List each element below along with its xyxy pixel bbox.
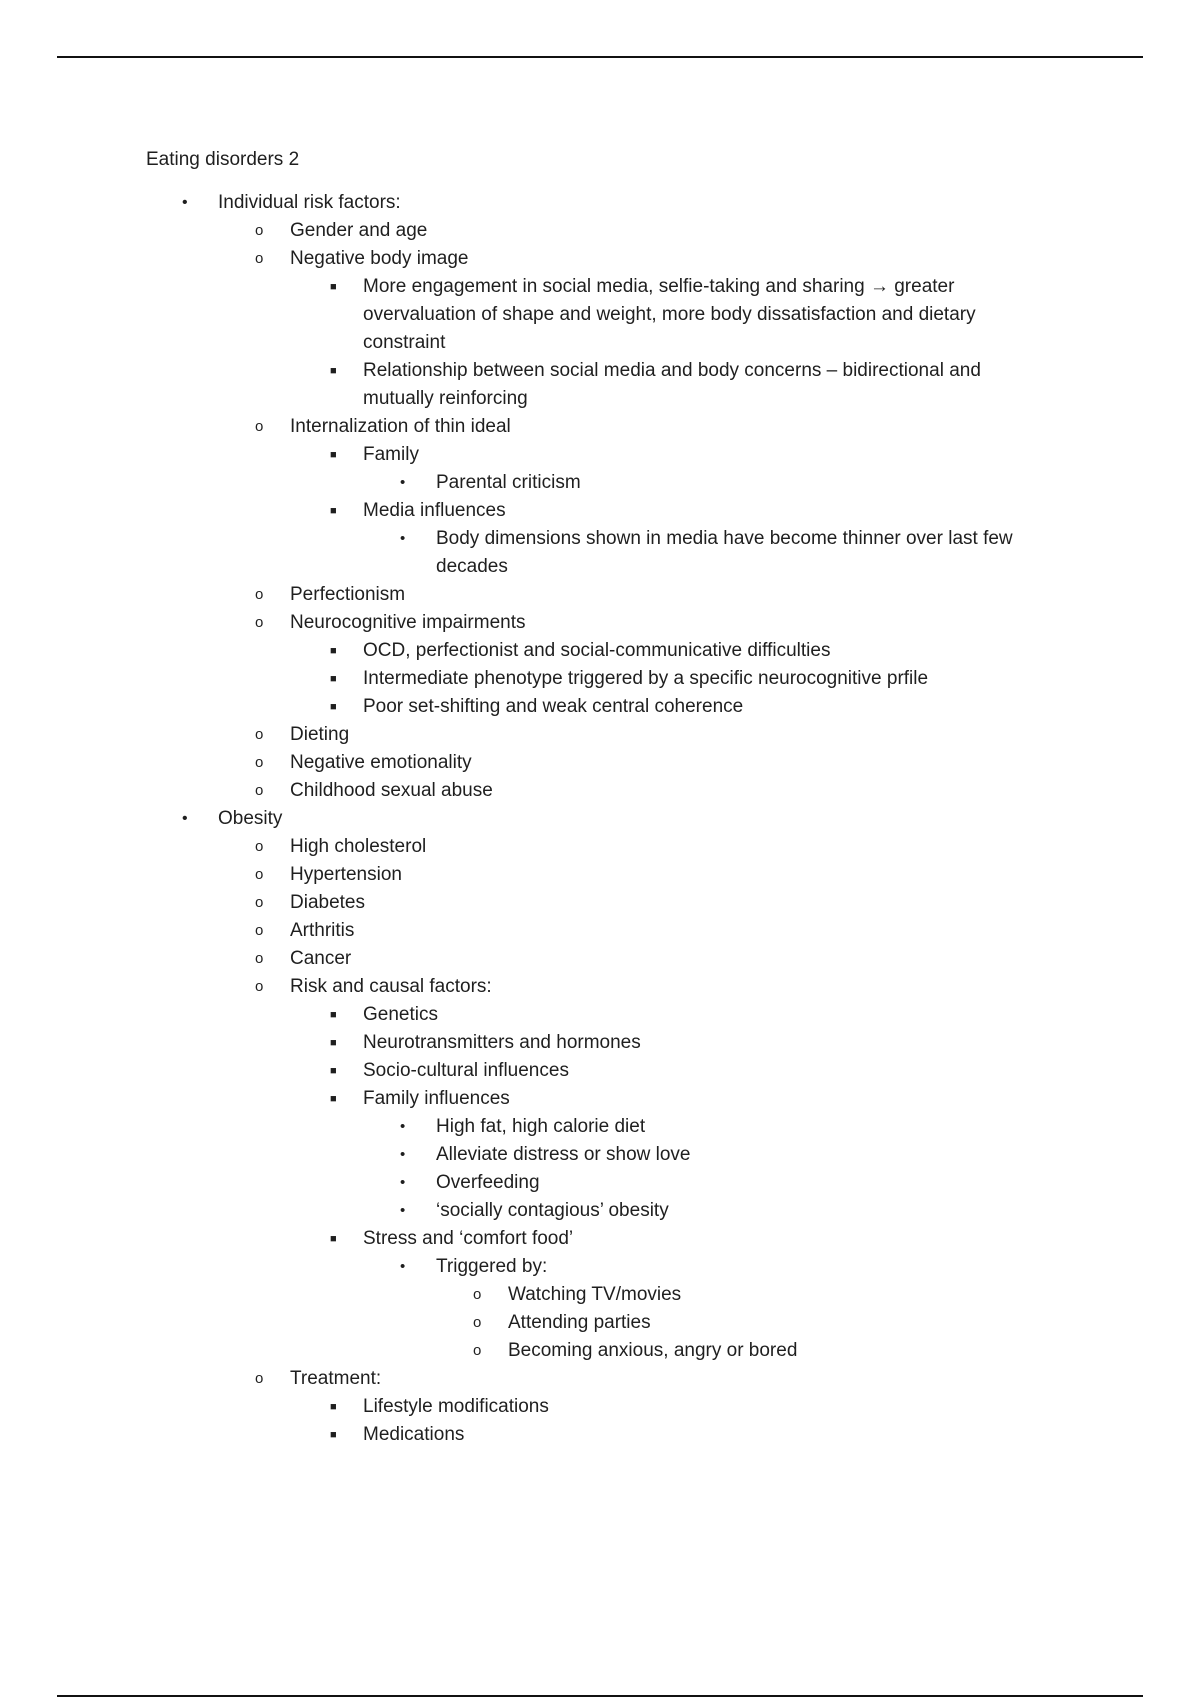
outline-item [0, 1393, 1023, 1421]
bullet-icon: o [255, 866, 264, 883]
outline-item [0, 273, 1023, 357]
outline-item [0, 665, 1023, 693]
outline-item-text: Obesity [218, 808, 283, 829]
outline-item-text: Becoming anxious, angry or bored [508, 1340, 798, 1361]
bullet-icon: ■ [330, 505, 337, 517]
outline-item-text: High fat, high calorie diet [436, 1116, 646, 1137]
outline-item [0, 1337, 1008, 1365]
outline-item-text: Individual risk factors: [218, 192, 401, 213]
outline-item-text: Internalization of thin ideal [290, 416, 511, 437]
bullet-icon: o [255, 978, 264, 995]
outline-item [0, 581, 1058, 609]
bullet-icon: o [255, 726, 264, 743]
outline-item-text: Media influences [363, 500, 506, 521]
bullet-icon: • [400, 1258, 406, 1275]
outline-item [0, 973, 1058, 1001]
outline-list [0, 189, 1200, 1449]
outline-item-text: Family [363, 444, 419, 465]
outline-item-text: Lifestyle modifications [363, 1396, 549, 1417]
bullet-icon: ■ [330, 1401, 337, 1413]
bullet-icon: ■ [330, 673, 337, 685]
outline-item-text: Relationship between social media and body concerns – bidirectional and mutually reinforcing [363, 360, 981, 409]
outline-item-text: Stress and ‘comfort food’ [363, 1228, 574, 1249]
outline-item-text: Attending parties [508, 1312, 651, 1333]
outline-item [0, 497, 1023, 525]
outline-item [0, 1113, 1056, 1141]
bullet-icon: ■ [330, 1065, 337, 1077]
bullet-icon: • [400, 1202, 406, 1219]
outline-item-text: Neurocognitive impairments [290, 612, 526, 633]
bullet-icon: ■ [330, 1429, 337, 1441]
outline-item-text: Cancer [290, 948, 352, 969]
outline-item-text: Family influences [363, 1088, 510, 1109]
bullet-icon: o [255, 950, 264, 967]
outline-item [0, 357, 1023, 413]
outline-item-text: Triggered by: [436, 1256, 548, 1277]
outline-item-text: Poor set-shifting and weak central coherence [363, 696, 744, 717]
outline-item [0, 805, 1058, 833]
outline-item [0, 917, 1058, 945]
bullet-icon: ■ [330, 645, 337, 657]
outline-item [0, 1029, 1023, 1057]
bullet-icon: • [182, 194, 188, 211]
outline-item-text: Arthritis [290, 920, 355, 941]
bullet-icon: o [255, 838, 264, 855]
outline-item-text: Hypertension [290, 864, 402, 885]
outline-item [0, 189, 1058, 217]
outline-item-text: Medications [363, 1424, 465, 1445]
bullet-icon: • [400, 530, 406, 547]
outline-item-text: Watching TV/movies [508, 1284, 682, 1305]
outline-item-text: Risk and causal factors: [290, 976, 492, 997]
outline-item [0, 1253, 1056, 1281]
outline-item [0, 1169, 1056, 1197]
outline-item [0, 245, 1058, 273]
outline-item [0, 833, 1058, 861]
outline-item-text: Negative emotionality [290, 752, 472, 773]
outline-item [0, 945, 1058, 973]
bullet-icon: o [255, 418, 264, 435]
bullet-icon: ■ [330, 1037, 337, 1049]
outline-item-text: Socio-cultural influences [363, 1060, 569, 1081]
outline-item [0, 1225, 1023, 1253]
outline-item [0, 749, 1058, 777]
outline-item-text: Genetics [363, 1004, 438, 1025]
outline-item-text: Parental criticism [436, 472, 581, 493]
outline-item-text: Childhood sexual abuse [290, 780, 493, 801]
outline-item-text: Treatment: [290, 1368, 382, 1389]
footer-rule [57, 1695, 1143, 1697]
outline-item [0, 413, 1058, 441]
bullet-icon: • [400, 1174, 406, 1191]
outline-item [0, 1309, 1008, 1337]
outline-item [0, 1057, 1023, 1085]
bullet-icon: o [255, 1370, 264, 1387]
outline-item [0, 693, 1023, 721]
bullet-icon: o [255, 250, 264, 267]
bullet-icon: o [255, 754, 264, 771]
bullet-icon: ■ [330, 365, 337, 377]
outline-item-text: High cholesterol [290, 836, 427, 857]
header-rule [57, 56, 1143, 58]
outline-item [0, 469, 1056, 497]
bullet-icon: • [400, 474, 406, 491]
bullet-icon: ■ [330, 1009, 337, 1021]
bullet-icon: • [400, 1146, 406, 1163]
bullet-icon: ■ [330, 449, 337, 461]
outline-item [0, 861, 1058, 889]
outline-item-text: Dieting [290, 724, 350, 745]
outline-item-text: Negative body image [290, 248, 469, 269]
outline-item [0, 1141, 1056, 1169]
outline-item [0, 637, 1023, 665]
outline-item [0, 1001, 1023, 1029]
bullet-icon: ■ [330, 701, 337, 713]
outline-item-text: More engagement in social media, selfie-taking and sharing → greater overvaluation of shape and weight, more body dissatisfaction and dietary constraint [363, 276, 976, 353]
bullet-icon: • [182, 810, 188, 827]
outline-item-text: ‘socially contagious’ obesity [436, 1200, 669, 1221]
bullet-icon: ■ [330, 281, 337, 293]
outline-item [0, 721, 1058, 749]
outline-item-text: OCD, perfectionist and social-communicative difficulties [363, 640, 831, 661]
outline-item-text: Gender and age [290, 220, 428, 241]
bullet-icon: o [255, 586, 264, 603]
outline-item [0, 1281, 1008, 1309]
page-title: Eating disorders 2 [146, 149, 300, 170]
outline-item [0, 1365, 1058, 1393]
bullet-icon: o [473, 1342, 482, 1359]
bullet-icon: o [255, 614, 264, 631]
bullet-icon: ■ [330, 1233, 337, 1245]
outline-item-text: Intermediate phenotype triggered by a specific neurocognitive prfile [363, 668, 929, 689]
bullet-icon: o [255, 894, 264, 911]
outline-item-text: Overfeeding [436, 1172, 540, 1193]
outline-item [0, 889, 1058, 917]
outline-item-text: Alleviate distress or show love [436, 1144, 691, 1165]
outline-item-text: Neurotransmitters and hormones [363, 1032, 641, 1053]
outline-item [0, 777, 1058, 805]
outline-item [0, 525, 1056, 581]
outline-item [0, 1197, 1056, 1225]
bullet-icon: o [473, 1286, 482, 1303]
bullet-icon: • [400, 1118, 406, 1135]
outline-item [0, 609, 1058, 637]
bullet-icon: o [255, 782, 264, 799]
outline-item-text: Perfectionism [290, 584, 406, 605]
outline-item [0, 1085, 1023, 1113]
outline-item [0, 1421, 1023, 1449]
outline-item [0, 441, 1023, 469]
bullet-icon: o [473, 1314, 482, 1331]
bullet-icon: o [255, 922, 264, 939]
bullet-icon: ■ [330, 1093, 337, 1105]
bullet-icon: o [255, 222, 264, 239]
outline-item-text: Diabetes [290, 892, 365, 913]
outline-item [0, 217, 1058, 245]
outline-item-text: Body dimensions shown in media have become thinner over last few decades [436, 528, 1013, 577]
